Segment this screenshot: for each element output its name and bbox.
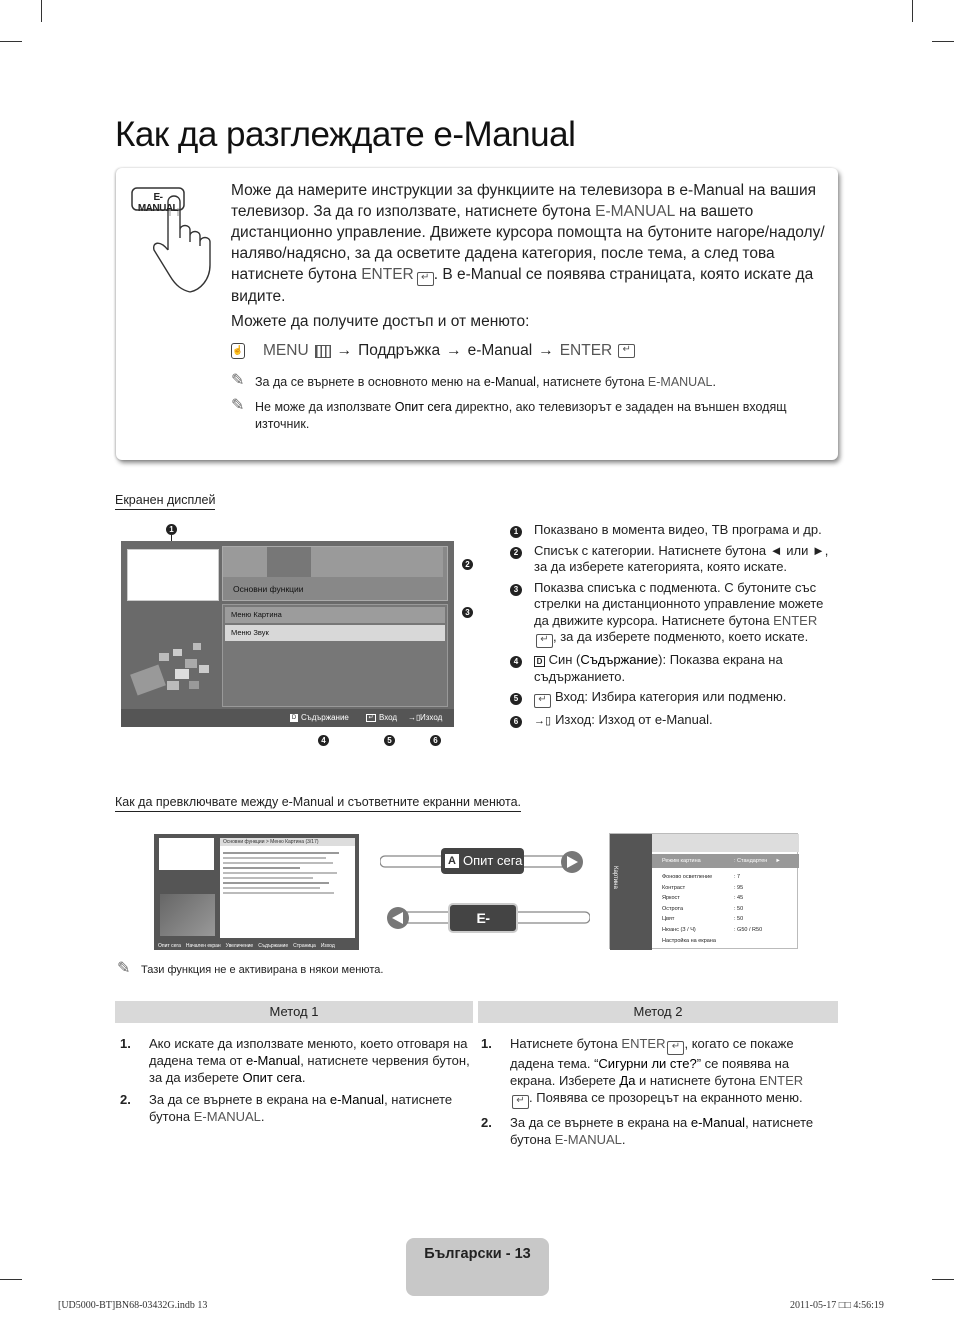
method-2-list: [481, 1035, 821, 1153]
crop-mark: [932, 1279, 954, 1280]
picture-menu-row[interactable]: Контраст : 95: [662, 884, 744, 891]
enter-icon: ↵: [512, 1095, 529, 1109]
list-item: 1. Ако искате да използвате менюто, което отговаря на дадена тема от e-Manual, натиснете червения бутон, за да изберете Опит сега.: [120, 1036, 470, 1085]
picture-menu-row[interactable]: Фоново осветление : 7: [662, 874, 741, 880]
page-number-tab: Български - 13: [406, 1238, 549, 1296]
exit-label[interactable]: Изход: [420, 713, 443, 722]
try-now-label: Опит сега: [463, 853, 523, 868]
d-key-icon: D: [534, 656, 545, 667]
mini-doc-header: Основни функции > Меню Картина (3/17): [220, 838, 355, 846]
legend-item: 3 Показва списъка с подменюта. С бутоните със стрелки на дистанционното управление можете да движите курсора. Натиснете бутона ENTER↵ , за да изберете подменюто, което искате.: [510, 580, 830, 649]
crop-mark: [41, 0, 42, 22]
mini-tv-graphic: [160, 894, 215, 936]
note: [231, 374, 811, 391]
callout-1: 1: [166, 524, 177, 535]
category-tab[interactable]: [267, 547, 311, 577]
mini-video-preview: [159, 838, 214, 870]
submenu-panel: [222, 604, 448, 707]
crop-mark: [0, 1279, 22, 1280]
mini-footer-item: Опит сега: [158, 943, 181, 949]
menu-path: [231, 342, 635, 360]
picture-menu-sidebar: [610, 834, 652, 950]
pencil-note-icon: ✎: [231, 372, 245, 389]
legend-item: 4 D Син (Съдържание): Показва екрана на съдържанието.: [510, 652, 830, 685]
note-text: Не може да използвате Опит сега директно, ако телевизорът е зададен на външен входящ източник.: [255, 400, 787, 431]
menu-label: MENU: [263, 342, 309, 359]
intro-text: [231, 180, 826, 336]
callout-6: 6: [430, 735, 441, 746]
enter-label: ENTER: [559, 342, 613, 359]
enter-icon: ↵: [417, 272, 434, 286]
picture-menu-row[interactable]: Цвят : 50: [662, 916, 744, 923]
arrow: →: [538, 342, 554, 359]
remote-hand-illustration: [130, 180, 220, 295]
arrow: →: [446, 342, 462, 359]
category-tab[interactable]: [355, 547, 399, 577]
category-name: Основни функции: [233, 584, 304, 594]
emanual-screen-mockup: [121, 541, 454, 727]
page-title: Как да разглеждате e-Manual: [115, 115, 576, 154]
method-1-header: Метод 1: [115, 1001, 473, 1023]
picture-menu-row[interactable]: Нюанс (З / Ч) : G50 / R50: [662, 926, 763, 933]
picture-menu-row-selected[interactable]: Режим картина : Стандартен ►: [652, 854, 799, 868]
d-key-icon: D: [291, 715, 297, 721]
screen-footer: [121, 709, 454, 727]
category-tabs: [223, 547, 447, 577]
legend-item: 6 →▯ Изход: Изход от e-Manual.: [510, 712, 830, 730]
method-1-list: [120, 1035, 470, 1130]
content-label[interactable]: Съдържание: [301, 713, 349, 722]
screen-legend: [510, 522, 830, 734]
mini-footer-item: Начален екран: [185, 943, 221, 949]
print-info-right: 2011-05-17 □□ 4:56:19: [790, 1300, 884, 1311]
picture-menu-side-label: Картина: [612, 866, 618, 889]
a-key-icon: A: [445, 854, 459, 868]
remote-hand-icon: ☝: [231, 343, 245, 359]
method-2-header: Метод 2: [478, 1001, 838, 1023]
intro-box: [116, 168, 838, 460]
mini-emanual-screen: [154, 834, 359, 950]
list-item: 2. За да се върнете в екрана на e-Manual, натиснете бутона E-MANUAL.: [120, 1092, 453, 1124]
mini-footer-item: Съдържание: [258, 943, 289, 949]
intro-paragraph: [231, 180, 826, 307]
submenu-item[interactable]: Меню Звук: [225, 625, 445, 641]
picture-menu-topbar: [652, 834, 799, 852]
list-item: 1. Натиснете бутона ENTER ↵ , когато се покаже дадена тема. “Сигурни ли сте?” се появява на екрана. Изберете Да и натиснете бутона ENTER↵ . Появява се прозорецът на екранното меню.: [481, 1035, 821, 1109]
mini-doc-lines: [220, 846, 355, 900]
mini-footer-item: Увеличение: [225, 943, 254, 949]
decorative-tv-graphic: [129, 629, 219, 709]
category-tab[interactable]: [223, 547, 267, 577]
category-panel: [222, 546, 448, 601]
text: Може да намерите инструкции за функциите на телевизора в: [231, 182, 680, 199]
picture-menu-row[interactable]: Острота : 50: [662, 905, 744, 912]
mini-footer: [158, 943, 335, 949]
callout-4: 4: [318, 735, 329, 746]
mini-doc-panel: [220, 838, 355, 938]
text: на вашия телевизор. За да го използвате, натиснете бутона: [231, 182, 816, 220]
text: . В: [433, 266, 457, 283]
print-info-left: [UD5000-BT]BN68-03432G.indb 13: [58, 1300, 208, 1311]
text-bold: e-Manual: [457, 266, 522, 283]
callout-2: 2: [462, 559, 473, 570]
pencil-note-icon: ✎: [231, 397, 245, 414]
menu-grid-icon: [315, 345, 331, 358]
switch-section-title: Как да превключвате между e-Manual и съответните екранни менюта.: [115, 795, 521, 812]
exit-icon: →▯: [534, 715, 552, 727]
support-label: Поддръжка: [358, 342, 441, 359]
crop-mark: [0, 41, 22, 42]
picture-menu-row[interactable]: Настройка на екрана: [662, 937, 716, 944]
video-preview: [127, 549, 219, 601]
remote-e-manual-label: E-MANUAL: [137, 192, 179, 214]
legend-item: 5 ↵ Вход: Избира категория или подменю.: [510, 689, 830, 708]
enter-icon: ↵: [536, 634, 553, 648]
mini-footer-item: Изход: [320, 943, 335, 949]
callout-3: 3: [462, 607, 473, 618]
text: се появява страницата, която искате да видите.: [231, 266, 814, 305]
arrow: →: [336, 342, 353, 359]
crop-mark: [912, 0, 913, 22]
legend-item: 1 Показвано в момента видео, ТВ програма и др.: [510, 522, 830, 539]
note-text: Тази функция не е активирана в някои менюта.: [141, 964, 384, 976]
exit-icon: →▯: [408, 713, 421, 722]
text: на вашето дистанционно управление. Движете курсора помощта на бутоните нагоре/надолу/наляво/надясно, за да осветите дадена категория, после тема, а след това натиснете бутона: [231, 203, 825, 283]
enter-icon: ↵: [618, 344, 635, 358]
legend-item: 2 Списък с категории. Натиснете бутона ◄ или ►, за да изберете категорията, която искате.: [510, 543, 830, 576]
crop-mark: [932, 41, 954, 42]
enter-icon: ↵: [366, 714, 376, 722]
mini-footer-item: Страница: [293, 943, 316, 949]
pencil-note-icon: ✎: [117, 960, 131, 977]
note: [231, 399, 811, 433]
picture-menu-row[interactable]: Яркост : 45: [662, 895, 744, 902]
list-item: 2. За да се върнете в екрана на e-Manual, натиснете бутона E-MANUAL.: [481, 1115, 814, 1147]
submenu-item[interactable]: Меню Картина: [225, 607, 445, 623]
enter-label[interactable]: Вход: [379, 713, 398, 722]
enter-icon: ↵: [534, 694, 551, 708]
note-text: За да се върнете в основното меню на e-Manual, натиснете бутона E-MANUAL.: [255, 375, 716, 389]
try-now-button[interactable]: [441, 848, 524, 874]
callout-5: 5: [384, 735, 395, 746]
e-manual-button[interactable]: E-MANUAL: [448, 903, 518, 933]
category-tab[interactable]: [399, 547, 443, 577]
intro-paragraph-2: Можете да получите достъп и от менюто:: [231, 313, 530, 330]
button-name: E-MANUAL: [595, 203, 675, 220]
screen-section-title: Екранен дисплей: [115, 493, 215, 510]
text-bold: e-Manual: [679, 182, 745, 199]
category-tab[interactable]: [311, 547, 355, 577]
enter-icon: ↵: [667, 1041, 684, 1055]
picture-menu-list: [652, 854, 799, 946]
emanual-label: e-Manual: [467, 342, 533, 359]
button-name: ENTER: [361, 266, 414, 283]
picture-menu-screen: [609, 833, 798, 949]
switch-note: [117, 962, 697, 979]
